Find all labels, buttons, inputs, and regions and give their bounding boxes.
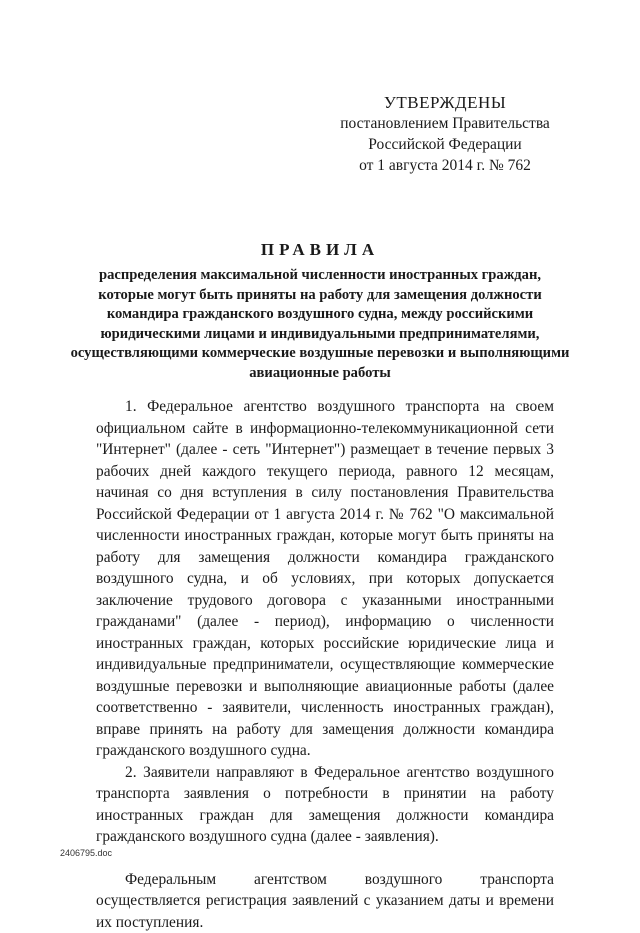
- file-name-footer: 2406795.doc: [60, 848, 112, 858]
- paragraph-3: Федеральным агентством воздушного транспорта осуществляется регистрация заявлений с указанием даты и времени их поступления.: [96, 869, 554, 933]
- paragraph-2: 2. Заявители направляют в Федеральное агентство воздушного транспорта заявления о потребности в принятии на работу иностранных граждан для замещения должности командира гражданского воздушного судна (далее - заявления).: [96, 762, 554, 848]
- document-body: [96, 396, 554, 933]
- document-subtitle: распределения максимальной численности иностранных граждан, которые могут быть приняты на работу для замещения должности командира гражданского воздушного судна, между российскими юридическими лицами и индивидуальными предпринимателями, осуществляющими коммерческие воздушные перевозки и выполняющими авиационные работы: [70, 266, 570, 383]
- document-title: ПРАВИЛА: [0, 240, 640, 260]
- paragraph-1: 1. Федеральное агентство воздушного транспорта на своем официальном сайте в информационно-телекоммуникационной сети "Интернет" (далее - сеть "Интернет") размещает в течение первых 3 рабочих дней каждого текущего периода, равного 12 месяцам, начиная со дня вступления в силу постановления Правительства Российской Федерации от 1 августа 2014 г. № 762 "О максимальной численности иностранных граждан, которые могут быть приняты на работу для замещения должности командира гражданского воздушного судна, и об условиях, при которых допускается заключение трудового договора с указанными иностранными гражданами" (далее - период), информацию о численности иностранных граждан, которых российские юридические лица и индивидуальные предприниматели, осуществляющие коммерческие воздушные перевозки и выполняющие авиационные работы (далее соответственно - заявители, численность иностранных граждан), вправе принять на работу для замещения должности командира гражданского воздушного судна.: [96, 396, 554, 762]
- approval-line-1: постановлением Правительства: [330, 113, 560, 134]
- approval-heading: УТВЕРЖДЕНЫ: [330, 92, 560, 113]
- approval-line-3: от 1 августа 2014 г. № 762: [330, 155, 560, 176]
- approval-line-2: Российской Федерации: [330, 134, 560, 155]
- approval-stamp: [330, 92, 560, 176]
